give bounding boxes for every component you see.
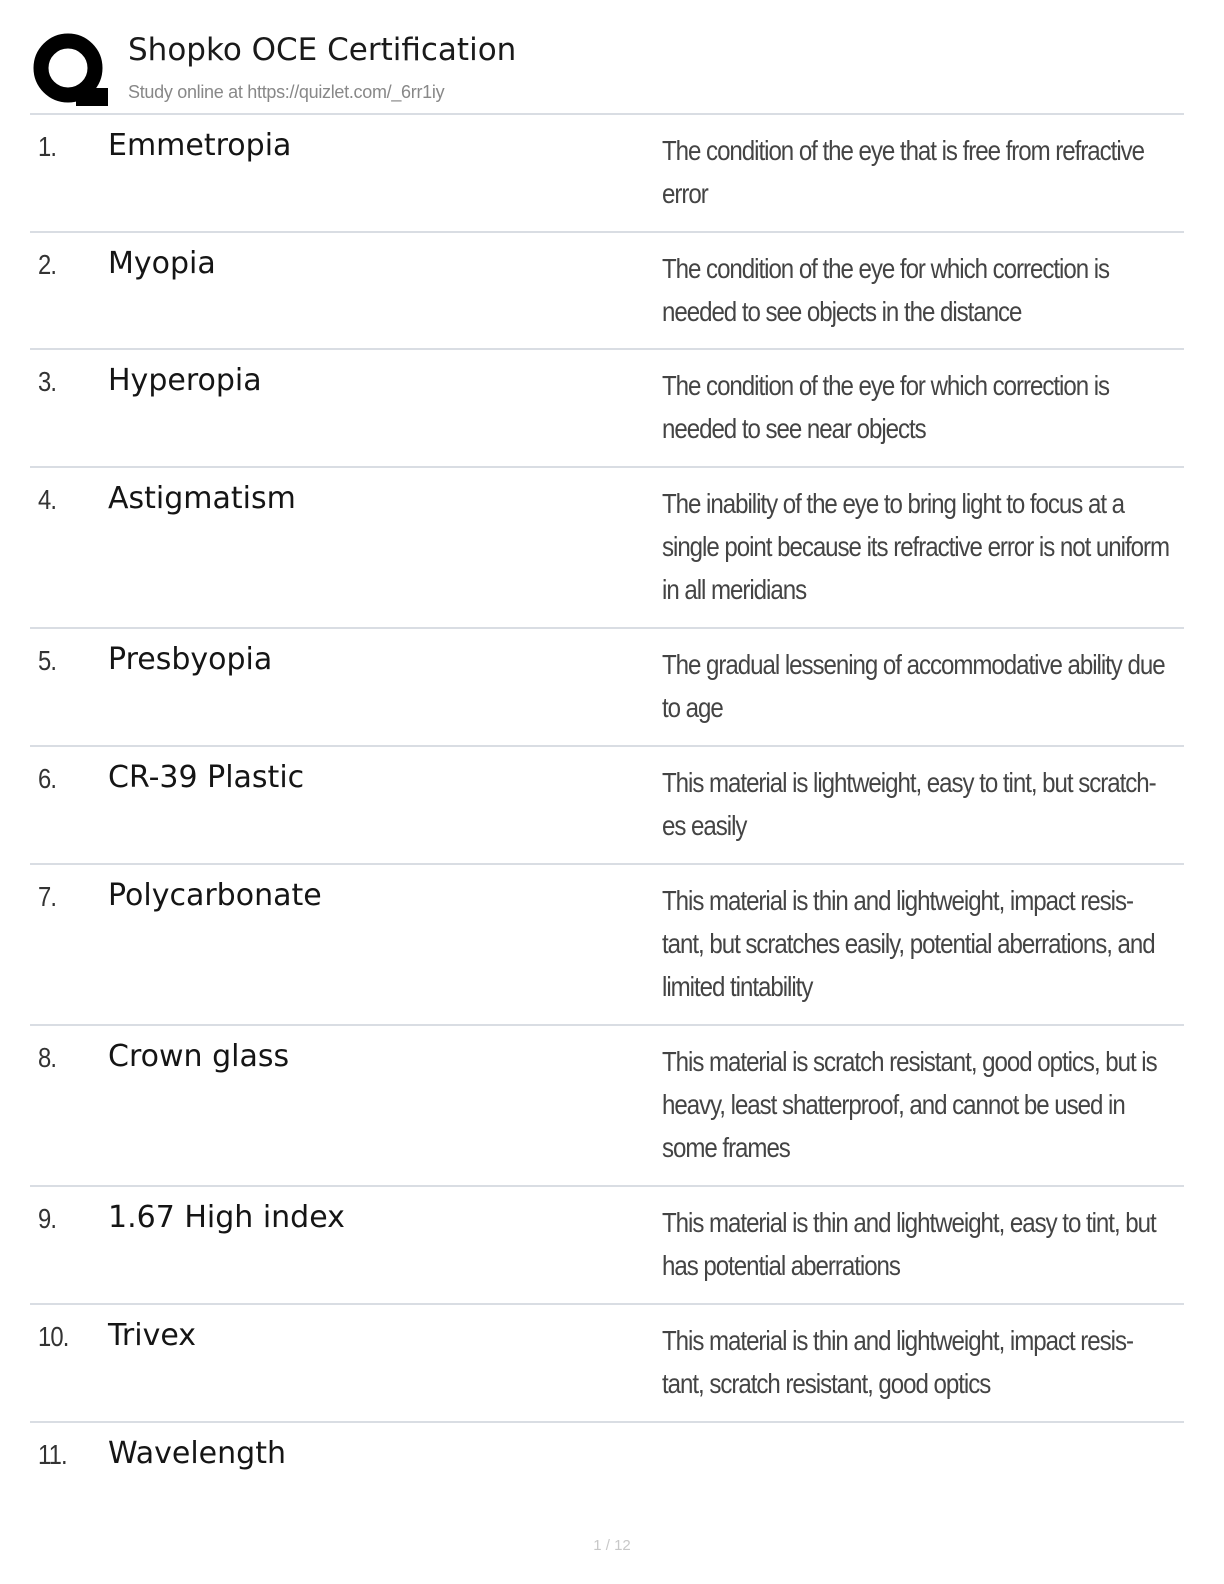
document-header <box>30 28 1184 114</box>
term-number: 7. <box>38 881 57 912</box>
quizlet-logo-icon <box>32 32 108 108</box>
term-row <box>30 747 1184 865</box>
term-definition: This material is thin and lightweight, impact resis-tant, scratch resistant, good optics <box>662 1325 1133 1399</box>
term-row <box>30 1187 1184 1305</box>
term-definition: This material is lightweight, easy to tint, but scratch-es easily <box>662 767 1156 841</box>
term-row <box>30 1026 1184 1187</box>
term-row <box>30 1423 1184 1523</box>
term-definition: The condition of the eye that is free from refractive error <box>662 135 1145 209</box>
document-title: Shopko OCE Certification <box>128 32 517 68</box>
term-word: Emmetropia <box>108 128 292 163</box>
term-number: 4. <box>38 484 57 515</box>
study-online-link[interactable]: Study online at https://quizlet.com/_6rr1iy <box>128 82 445 102</box>
term-word: Presbyopia <box>108 642 273 677</box>
term-number: 6. <box>38 763 57 794</box>
term-definition: The condition of the eye for which correction is needed to see objects in the distance <box>662 253 1110 327</box>
term-word: Trivex <box>108 1318 197 1353</box>
term-word: Astigmatism <box>108 481 296 516</box>
term-word: Hyperopia <box>108 363 262 398</box>
term-row <box>30 468 1184 629</box>
term-number: 11. <box>38 1439 67 1470</box>
term-row <box>30 233 1184 350</box>
page-number: 1 / 12 <box>593 1537 631 1554</box>
term-number: 3. <box>38 366 57 397</box>
term-definition: The condition of the eye for which correction is needed to see near objects <box>662 370 1110 444</box>
term-word: Polycarbonate <box>108 878 322 913</box>
term-definition: This material is thin and lightweight, easy to tint, but has potential aberrations <box>662 1207 1156 1281</box>
term-number: 5. <box>38 645 57 676</box>
term-row <box>30 1305 1184 1423</box>
term-number: 8. <box>38 1042 57 1073</box>
term-definition: The gradual lessening of accommodative ability due to age <box>662 649 1165 723</box>
term-number: 1. <box>38 131 57 162</box>
term-number: 9. <box>38 1203 57 1234</box>
term-word: Crown glass <box>108 1039 290 1074</box>
term-word: CR-39 Plastic <box>108 760 305 795</box>
term-word: Myopia <box>108 246 216 281</box>
term-row <box>30 629 1184 747</box>
term-word: 1.67 High index <box>108 1200 345 1235</box>
term-number: 10. <box>38 1321 69 1352</box>
term-row <box>30 865 1184 1026</box>
term-definition: This material is scratch resistant, good optics, but is heavy, least shatterproof, and cannot be used in some frames <box>662 1046 1157 1163</box>
term-word: Wavelength <box>108 1436 286 1471</box>
term-row <box>30 350 1184 468</box>
term-list <box>30 115 1184 1523</box>
term-definition: The inability of the eye to bring light to focus at a single point because its refractive error is not uniform in all meridians <box>662 488 1170 605</box>
term-number: 2. <box>38 249 57 280</box>
term-row <box>30 115 1184 233</box>
term-definition: This material is thin and lightweight, impact resis-tant, but scratches easily, potential aberrations, and limited tintability <box>662 885 1155 1002</box>
